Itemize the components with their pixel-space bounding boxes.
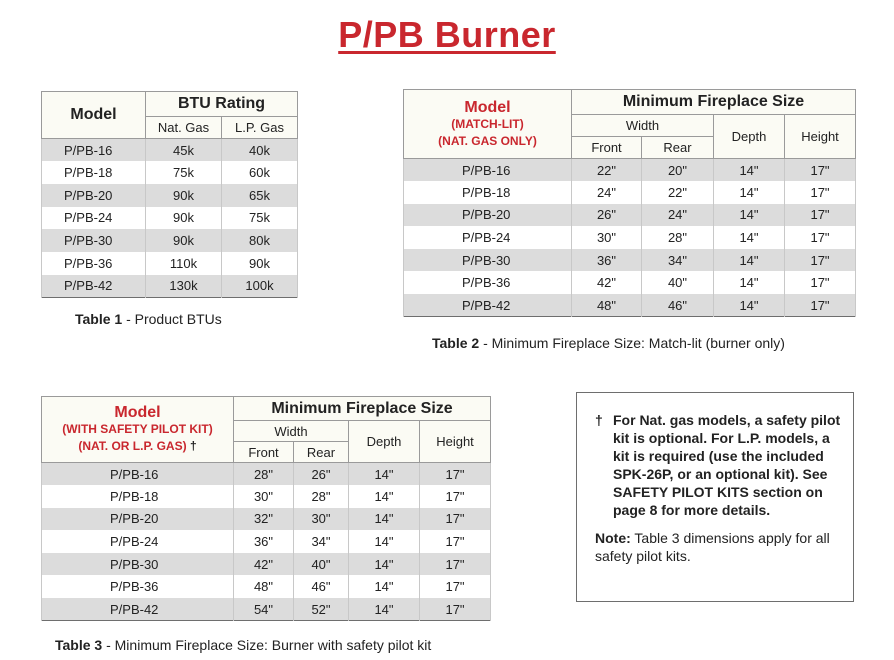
model-header: Model	[42, 92, 146, 139]
value-cell: 17"	[785, 159, 856, 182]
value-cell: 14"	[349, 575, 420, 598]
note-label: Note:	[595, 530, 631, 546]
value-cell: 28"	[642, 226, 714, 249]
value-cell: 30"	[572, 226, 642, 249]
value-cell: 14"	[714, 159, 785, 182]
rear-header: Rear	[294, 442, 349, 463]
value-cell: 40"	[642, 271, 714, 294]
model-header	[42, 397, 234, 463]
value-cell: 46"	[642, 294, 714, 317]
value-cell: 17"	[420, 598, 491, 621]
model-cell: P/PB-36	[42, 252, 146, 275]
value-cell: 17"	[420, 508, 491, 531]
value-cell: 42"	[572, 271, 642, 294]
value-cell: 30"	[234, 485, 294, 508]
value-cell: 26"	[294, 463, 349, 486]
model-label: Model	[114, 404, 161, 421]
value-cell: 45k	[146, 139, 222, 162]
note-text: Table 3 dimensions apply for all safety pilot kits.	[595, 530, 830, 564]
table-body	[42, 463, 491, 621]
model-cell: P/PB-24	[42, 207, 146, 230]
dagger-mark: †	[595, 412, 603, 428]
table-row	[404, 204, 856, 227]
table-row	[42, 229, 298, 252]
safety-pilot-size-table	[41, 396, 491, 621]
width-header: Width	[572, 115, 714, 137]
value-cell: 14"	[714, 181, 785, 204]
model-sub-label: (NAT. OR L.P. GAS)	[78, 439, 187, 453]
value-cell: 36"	[572, 249, 642, 272]
page-title: P/PB Burner	[338, 14, 556, 55]
value-cell: 14"	[714, 204, 785, 227]
value-cell: 30"	[294, 508, 349, 531]
table-row	[42, 485, 491, 508]
value-cell: 90k	[146, 207, 222, 230]
table-row	[42, 553, 491, 576]
model-cell: P/PB-30	[42, 229, 146, 252]
value-cell: 17"	[420, 553, 491, 576]
value-cell: 28"	[234, 463, 294, 486]
model-cell: P/PB-20	[42, 508, 234, 531]
value-cell: 24"	[642, 204, 714, 227]
model-cell: P/PB-36	[42, 575, 234, 598]
model-cell: P/PB-42	[42, 275, 146, 298]
model-sub-label: (WITH SAFETY PILOT KIT)	[62, 422, 213, 436]
value-cell: 80k	[222, 229, 298, 252]
btu-rating-table	[41, 91, 298, 298]
table-row	[404, 159, 856, 182]
caption-text: - Product BTUs	[122, 311, 222, 327]
table-row	[404, 181, 856, 204]
table3-caption	[55, 637, 431, 653]
front-header: Front	[234, 442, 294, 463]
value-cell: 75k	[222, 207, 298, 230]
value-cell: 90k	[146, 229, 222, 252]
model-label: Model	[464, 98, 511, 116]
caption-label: Table 1	[75, 311, 123, 327]
table-body	[42, 139, 298, 298]
dagger-mark: †	[189, 439, 197, 453]
table-row	[42, 463, 491, 486]
model-cell: P/PB-16	[42, 463, 234, 486]
value-cell: 75k	[146, 161, 222, 184]
table-row	[42, 275, 298, 298]
table-row	[42, 207, 298, 230]
front-header: Front	[572, 137, 642, 159]
value-cell: 34"	[642, 249, 714, 272]
value-cell: 65k	[222, 184, 298, 207]
table-row	[42, 184, 298, 207]
value-cell: 100k	[222, 275, 298, 298]
value-cell: 130k	[146, 275, 222, 298]
rear-header: Rear	[642, 137, 714, 159]
model-cell: P/PB-20	[42, 184, 146, 207]
value-cell: 22"	[572, 159, 642, 182]
value-cell: 17"	[420, 485, 491, 508]
model-header	[404, 90, 572, 159]
table-row	[42, 139, 298, 162]
value-cell: 14"	[349, 530, 420, 553]
model-cell: P/PB-30	[404, 249, 572, 272]
table-row	[404, 271, 856, 294]
value-cell: 20"	[642, 159, 714, 182]
min-fireplace-size-header: Minimum Fireplace Size	[572, 90, 856, 115]
value-cell: 54"	[234, 598, 294, 621]
model-cell: P/PB-16	[42, 139, 146, 162]
value-cell: 26"	[572, 204, 642, 227]
value-cell: 90k	[222, 252, 298, 275]
value-cell: 32"	[234, 508, 294, 531]
table-row	[404, 249, 856, 272]
model-cell: P/PB-16	[404, 159, 572, 182]
value-cell: 22"	[642, 181, 714, 204]
model-cell: P/PB-18	[42, 485, 234, 508]
value-cell: 24"	[572, 181, 642, 204]
model-cell: P/PB-24	[404, 226, 572, 249]
caption-label: Table 2	[432, 335, 480, 351]
value-cell: 14"	[714, 294, 785, 317]
model-cell: P/PB-18	[404, 181, 572, 204]
value-cell: 60k	[222, 161, 298, 184]
nat-gas-header: Nat. Gas	[146, 117, 222, 139]
value-cell: 40k	[222, 139, 298, 162]
value-cell: 17"	[785, 271, 856, 294]
table-row	[42, 530, 491, 553]
table-row	[42, 598, 491, 621]
table-row	[404, 294, 856, 317]
btu-rating-header: BTU Rating	[146, 92, 298, 117]
table2-caption	[432, 335, 785, 351]
value-cell: 17"	[785, 294, 856, 317]
value-cell: 14"	[714, 271, 785, 294]
model-cell: P/PB-24	[42, 530, 234, 553]
value-cell: 14"	[349, 485, 420, 508]
model-sub-label: (NAT. GAS ONLY)	[438, 133, 537, 148]
table-body	[404, 159, 856, 317]
table-row	[42, 508, 491, 531]
model-cell: P/PB-30	[42, 553, 234, 576]
value-cell: 14"	[714, 249, 785, 272]
table-row	[42, 575, 491, 598]
model-cell: P/PB-42	[404, 294, 572, 317]
value-cell: 17"	[785, 226, 856, 249]
value-cell: 17"	[785, 181, 856, 204]
value-cell: 17"	[420, 463, 491, 486]
lp-gas-header: L.P. Gas	[222, 117, 298, 139]
model-cell: P/PB-36	[404, 271, 572, 294]
value-cell: 90k	[146, 184, 222, 207]
value-cell: 110k	[146, 252, 222, 275]
safety-pilot-note-box	[576, 392, 854, 602]
model-cell: P/PB-18	[42, 161, 146, 184]
value-cell: 17"	[785, 249, 856, 272]
min-fireplace-size-header: Minimum Fireplace Size	[234, 397, 491, 421]
value-cell: 14"	[714, 226, 785, 249]
value-cell: 52"	[294, 598, 349, 621]
depth-header: Depth	[714, 115, 785, 159]
value-cell: 46"	[294, 575, 349, 598]
value-cell: 36"	[234, 530, 294, 553]
value-cell: 17"	[420, 530, 491, 553]
value-cell: 14"	[349, 553, 420, 576]
value-cell: 40"	[294, 553, 349, 576]
depth-header: Depth	[349, 421, 420, 463]
caption-text: - Minimum Fireplace Size: Burner with safety pilot kit	[102, 637, 432, 653]
model-sub-label: (MATCH-LIT)	[451, 116, 524, 131]
table-row	[404, 226, 856, 249]
value-cell: 14"	[349, 463, 420, 486]
value-cell: 14"	[349, 508, 420, 531]
value-cell: 14"	[349, 598, 420, 621]
height-header: Height	[420, 421, 491, 463]
table-row	[42, 252, 298, 275]
value-cell: 48"	[572, 294, 642, 317]
table1-caption	[75, 311, 222, 327]
match-lit-size-table	[403, 89, 856, 317]
value-cell: 42"	[234, 553, 294, 576]
width-header: Width	[234, 421, 349, 442]
height-header: Height	[785, 115, 856, 159]
value-cell: 34"	[294, 530, 349, 553]
model-cell: P/PB-42	[42, 598, 234, 621]
table-row	[42, 161, 298, 184]
value-cell: 17"	[420, 575, 491, 598]
value-cell: 28"	[294, 485, 349, 508]
value-cell: 17"	[785, 204, 856, 227]
safety-pilot-footnote: For Nat. gas models, a safety pilot kit is optional. For L.P. models, a kit is required (use the included SPK-26P, or an optional kit). See SAFETY PILOT KITS section on page 8 for more details.	[613, 412, 841, 518]
model-cell: P/PB-20	[404, 204, 572, 227]
caption-text: - Minimum Fireplace Size: Match-lit (burner only)	[479, 335, 785, 351]
value-cell: 48"	[234, 575, 294, 598]
caption-label: Table 3	[55, 637, 103, 653]
